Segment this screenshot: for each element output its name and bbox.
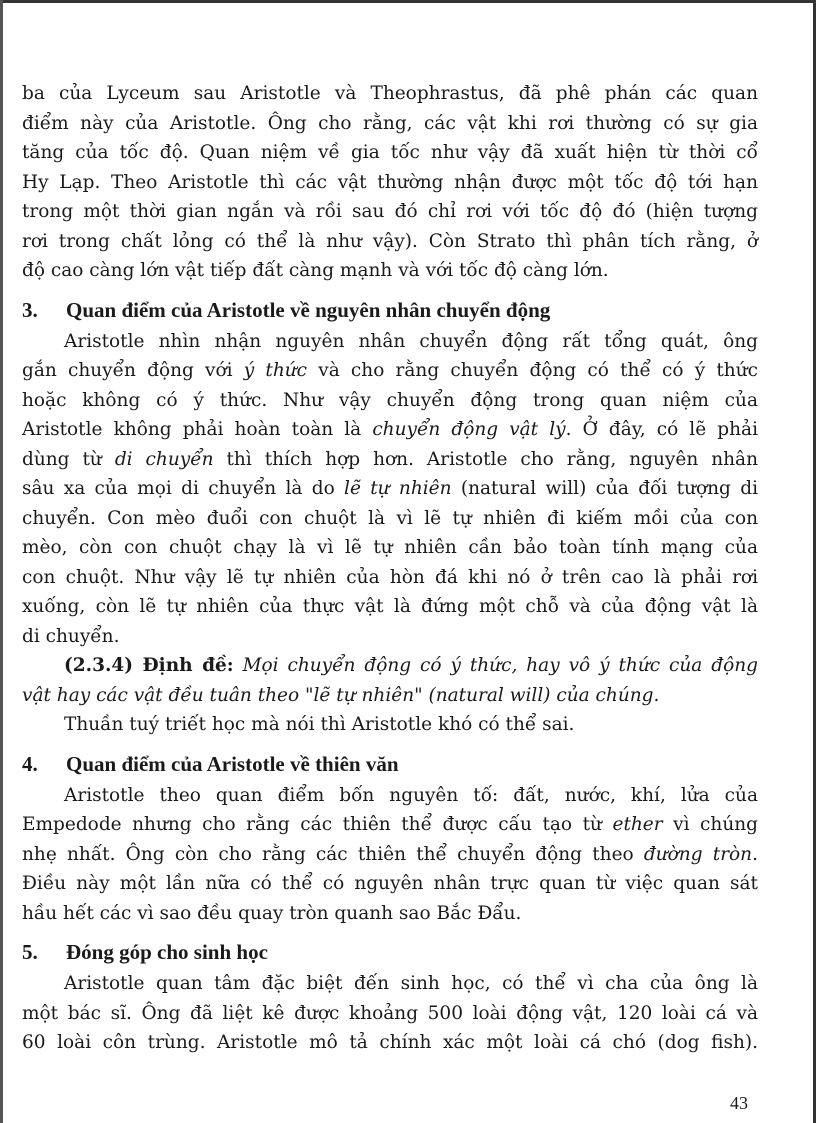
section-5-paragraph: [22, 969, 758, 1058]
text-line: hầu hết các vì sao đều quay tròn quanh sao Bắc Đẩu.: [22, 902, 522, 924]
text-run: nhẹ nhất. Ông còn cho rằng các thiên thể chuyển động theo: [22, 843, 634, 865]
text-line: xuống, còn lẽ tự nhiên của thực vật là đứng một chỗ và của động vật là: [22, 596, 758, 617]
text-line: di chuyển.: [22, 625, 120, 647]
text-line: chuyển. Con mèo đuổi con chuột là vì lẽ tự nhiên đi kiếm mồi của con: [22, 507, 758, 529]
italic-term: ý thức: [243, 360, 308, 381]
section-5-heading: [22, 936, 758, 968]
text-line: [22, 445, 758, 475]
text-run: thì thích hợp hơn. Aristotle cho rằng, nguyên nhân: [226, 448, 758, 470]
text-line: một bác sĩ. Ông đã liệt kê được khoảng 500 loài động vật, 120 loài cá và: [22, 1002, 758, 1024]
section-title: Quan điểm của Aristotle về nguyên nhân chuyển động: [66, 297, 551, 322]
italic-term: ether: [612, 814, 663, 835]
scan-border-left: [0, 0, 3, 1123]
text-line: điểm này của Aristotle. Ông cho rằng, các vật khi rơi thường có sự gia: [22, 112, 758, 134]
text-line: [22, 415, 758, 445]
text-line: mèo, còn con chuột chạy là vì lẽ tự nhiên cần bảo toàn tính mạng của: [22, 537, 758, 558]
text-line: tăng của tốc độ. Quan niệm về gia tốc như vậy đã xuất hiện từ thời cổ: [22, 142, 758, 163]
text-line: [22, 356, 758, 386]
theorem-label: (2.3.4) Định đề:: [64, 655, 234, 676]
section-3-heading: [22, 294, 758, 326]
section-4-paragraph: [22, 781, 758, 929]
text-run: .: [752, 843, 758, 865]
scan-border-top: [0, 0, 816, 3]
closing-remark: Thuần tuý triết học mà nói thì Aristotle khó có thể sai.: [64, 714, 575, 735]
page-content: [22, 79, 758, 1058]
page-number: 43: [730, 1093, 748, 1113]
text-run: Empedode nhưng cho rằng các thiên thể được cấu tạo từ: [22, 814, 602, 835]
text-line: Điều này một lần nữa có thể có nguyên nhân trực quan từ việc quan sát: [22, 873, 758, 894]
text-line: Aristotle theo quan điểm bốn nguyên tố: đất, nước, khí, lửa của: [64, 784, 758, 806]
section-3-paragraph: [22, 327, 758, 652]
section-number: 4.: [22, 751, 38, 776]
section-number: 5.: [22, 940, 38, 964]
text-line: rơi trong chất lỏng có thể là như vậy). Còn Strato thì phân tích rằng, ở: [22, 230, 758, 252]
italic-term: đường tròn: [643, 843, 753, 865]
intro-paragraph: [22, 79, 758, 286]
text-line: [22, 810, 758, 840]
section-number: 3.: [22, 297, 38, 322]
section-4-heading: [22, 748, 758, 780]
text-line: Aristotle nhìn nhận nguyên nhân chuyển động rất tổng quát, ông: [64, 330, 758, 352]
italic-term: di chuyển: [114, 448, 214, 470]
text-run: Aristotle không phải hoàn toàn là: [22, 419, 362, 440]
theorem-text: Mọi chuyển động có ý thức, hay vô ý thức của động: [242, 655, 758, 676]
text-run: . Ở đây, có lẽ phải: [565, 419, 758, 440]
italic-term: lẽ tự nhiên: [344, 478, 452, 499]
text-line: con chuột. Như vậy lẽ tự nhiên của hòn đá khi nó ở trên cao là phải rơi: [22, 566, 758, 588]
theorem-block: [22, 651, 758, 710]
text-line: [22, 651, 758, 681]
text-run: sâu xa của mọi di chuyển là do: [22, 478, 335, 499]
text-line: Hy Lạp. Theo Aristotle thì các vật thường nhận được một tốc độ tới hạn: [22, 171, 758, 193]
text-line: trong một thời gian ngắn và rồi sau đó chỉ rơi với tốc độ đó (hiện tượng: [22, 201, 758, 222]
text-run: (natural will) của đối tượng di: [460, 478, 758, 499]
text-run: dùng từ: [22, 448, 102, 470]
text-line: ba của Lyceum sau Aristotle và Theophrastus, đã phê phán các quan: [22, 83, 758, 104]
text-run: gắn chuyển động với: [22, 360, 233, 381]
text-run: vì chúng: [673, 814, 758, 835]
text-line: [22, 840, 758, 870]
text-line: Aristotle quan tâm đặc biệt đến sinh học, có thể vì cha của ông là: [64, 973, 758, 994]
section-title: Quan điểm của Aristotle về thiên văn: [66, 751, 399, 776]
text-line: [22, 474, 758, 504]
text-line: 60 loài côn trùng. Aristotle mô tả chính xác một loài cá chó (dog fish).: [22, 1032, 758, 1053]
text-line: độ cao càng lớn vật tiếp đất càng mạnh và với tốc độ càng lớn.: [22, 260, 609, 281]
text-run: và cho rằng chuyển động có thể có ý thức: [318, 360, 758, 381]
italic-term: chuyển động vật lý: [372, 419, 566, 440]
theorem-text: vật hay các vật đều tuân theo "lẽ tự nhiên" (natural will) của chúng.: [22, 684, 660, 706]
text-line: hoặc không có ý thức. Như vậy chuyển động trong quan niệm của: [22, 389, 758, 411]
section-title: Đóng góp cho sinh học: [66, 940, 268, 964]
